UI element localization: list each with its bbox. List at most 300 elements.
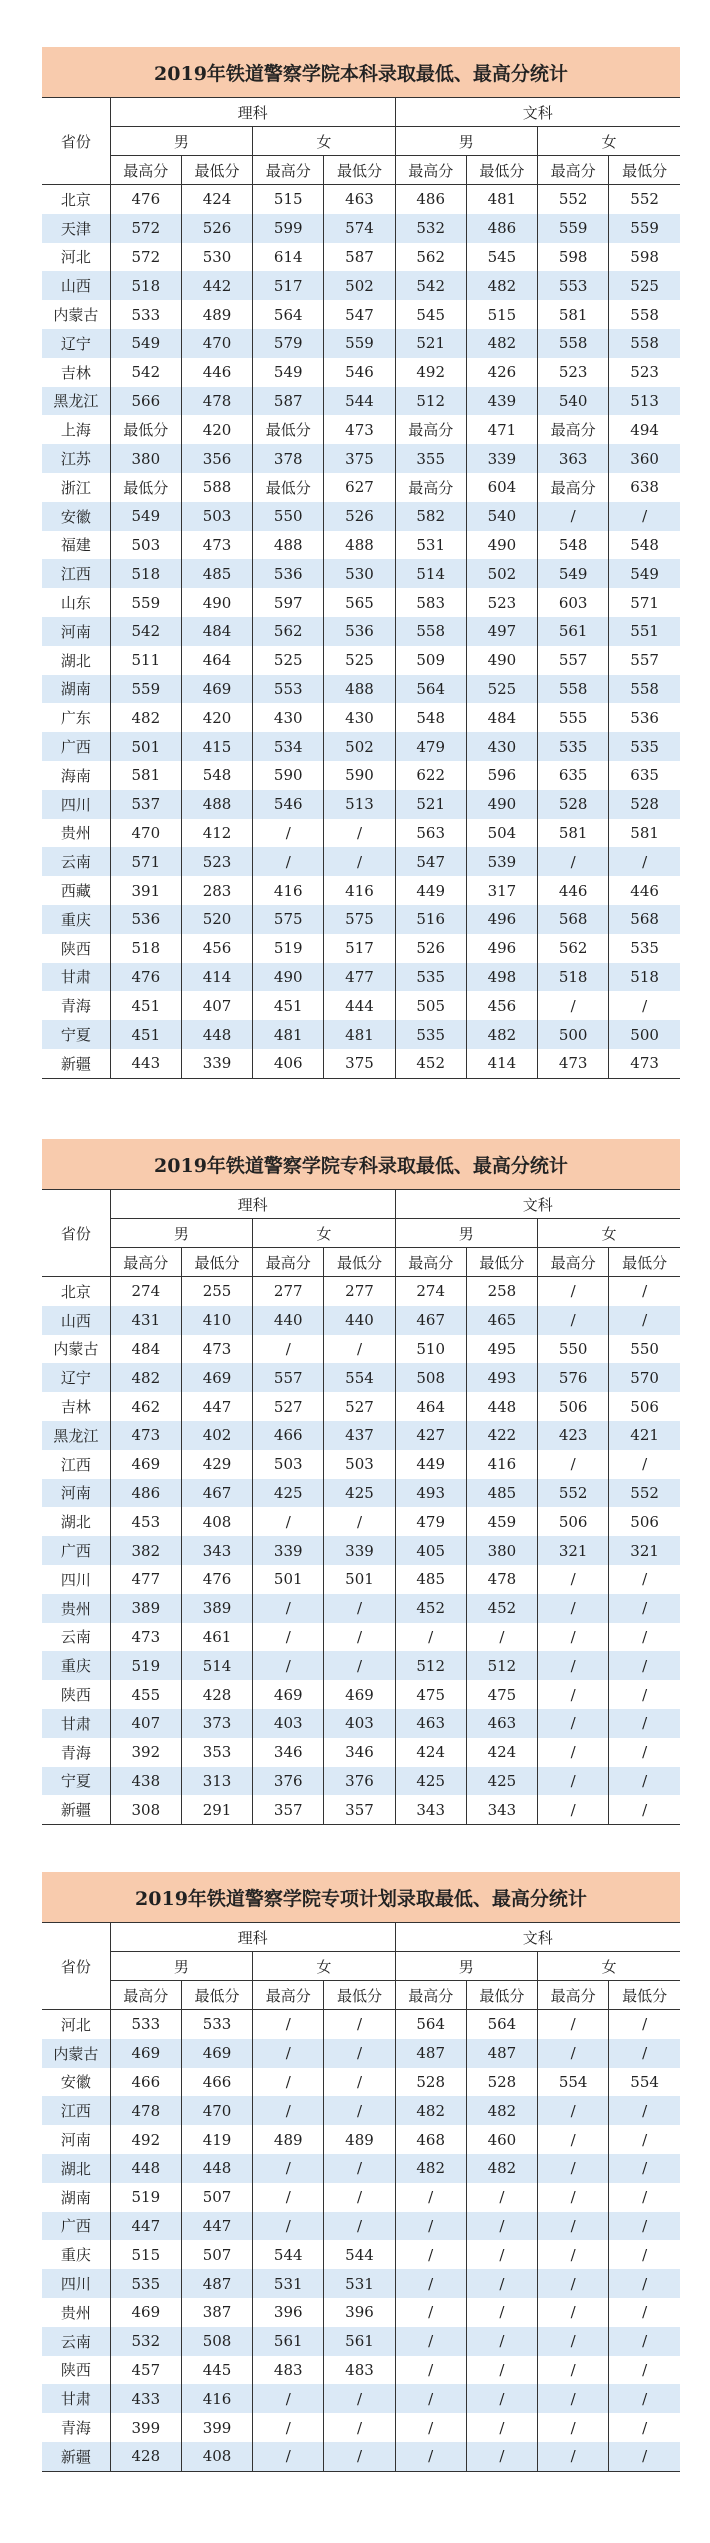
score-cell: 416 — [253, 876, 324, 905]
score-cell: 558 — [538, 329, 609, 358]
score-cell: / — [538, 2010, 609, 2039]
table-row — [42, 1392, 680, 1421]
table-row — [42, 2039, 680, 2068]
score-cell: 488 — [181, 790, 252, 819]
table-row — [42, 934, 680, 963]
score-cell: 469 — [181, 675, 252, 704]
score-cell: 410 — [181, 1306, 252, 1335]
score-cell: / — [538, 2125, 609, 2154]
table-row — [42, 963, 680, 992]
score-cell: 456 — [466, 991, 537, 1020]
score-cell: / — [642, 2130, 648, 2149]
table-row — [42, 243, 680, 272]
score-cell: 536 — [324, 617, 395, 646]
score-cell: 581 — [538, 819, 609, 848]
score-cell: 469 — [181, 2039, 252, 2068]
table-row — [42, 502, 680, 531]
min-score-header: 最低分 — [609, 1981, 680, 2010]
table-row — [42, 2327, 680, 2356]
score-cell: 494 — [630, 420, 659, 439]
score-cell: 473 — [110, 1623, 181, 1652]
province-cell: 江西 — [42, 1450, 110, 1479]
province-cell: 安徽 — [42, 502, 110, 531]
score-cell: 473 — [181, 531, 252, 560]
score-cell: 最高分 — [395, 415, 466, 444]
score-cell: 465 — [466, 1306, 537, 1335]
female-header: 女 — [538, 1219, 680, 1248]
score-cell: 544 — [324, 387, 395, 416]
score-cell: 535 — [630, 939, 659, 958]
score-cell: 502 — [324, 732, 395, 761]
score-cell: 533 — [181, 2010, 252, 2039]
score-cell: 506 — [630, 1512, 659, 1531]
score-cell: 420 — [181, 415, 252, 444]
table-row — [42, 2125, 680, 2154]
score-cell: 598 — [630, 247, 659, 266]
province-cell: 吉林 — [42, 1392, 110, 1421]
score-cell: 360 — [609, 444, 680, 473]
score-cell: / — [466, 2413, 537, 2442]
score-cell: 447 — [110, 2212, 181, 2241]
province-cell: 河南 — [42, 1479, 110, 1508]
min-score-header: 最低分 — [181, 1981, 252, 2010]
score-cell: 500 — [609, 1020, 680, 1049]
score-cell: / — [642, 2360, 648, 2379]
score-cell: / — [324, 1651, 395, 1680]
score-cell: 563 — [395, 819, 466, 848]
score-cell: 582 — [395, 502, 466, 531]
table-row — [42, 1450, 680, 1479]
score-cell: 558 — [395, 617, 466, 646]
score-cell: / — [538, 502, 609, 531]
score-cell: / — [609, 502, 680, 531]
score-cell: / — [324, 2442, 395, 2471]
province-cell: 湖南 — [42, 675, 110, 704]
score-cell: 558 — [609, 675, 680, 704]
score-cell: / — [395, 2413, 466, 2442]
score-cell: 431 — [110, 1306, 181, 1335]
score-cell: 437 — [324, 1421, 395, 1450]
score-cell: 575 — [324, 905, 395, 934]
province-cell: 黑龙江 — [42, 387, 110, 416]
province-cell: 河北 — [42, 2010, 110, 2039]
score-cell: 550 — [538, 1335, 609, 1364]
score-cell: 445 — [181, 2356, 252, 2385]
score-cell: 542 — [110, 617, 181, 646]
score-cell: 375 — [324, 444, 395, 473]
score-cell: / — [253, 2442, 324, 2471]
science-header: 理科 — [110, 1923, 395, 1952]
score-cell: 525 — [324, 646, 395, 675]
score-cell: / — [253, 1623, 324, 1652]
score-cell: 588 — [181, 473, 252, 502]
score-cell: 414 — [466, 1049, 537, 1078]
table-row — [42, 473, 680, 502]
score-cell: 486 — [395, 185, 466, 214]
score-cell: 548 — [181, 761, 252, 790]
score-cell: 389 — [110, 1594, 181, 1623]
table-row — [42, 1020, 680, 1049]
province-cell: 青海 — [42, 2413, 110, 2442]
score-cell: 557 — [253, 1363, 324, 1392]
score-cell: 440 — [253, 1306, 324, 1335]
score-cell: 380 — [466, 1536, 537, 1565]
score-cell: 503 — [324, 1450, 395, 1479]
province-cell: 甘肃 — [42, 2384, 110, 2413]
score-cell: 493 — [466, 1363, 537, 1392]
score-cell: 446 — [538, 876, 609, 905]
score-cell: 425 — [253, 1479, 324, 1508]
score-cell: 510 — [395, 1335, 466, 1364]
male-header: 男 — [395, 127, 537, 156]
table-row — [42, 2096, 680, 2125]
score-cell: 527 — [324, 1392, 395, 1421]
score-cell: 483 — [253, 2356, 324, 2385]
score-cell: 448 — [181, 1020, 252, 1049]
score-cell: 552 — [630, 190, 659, 209]
min-score-header: 最低分 — [181, 1248, 252, 1277]
junior-college-section — [42, 1139, 680, 1825]
score-cell: 463 — [395, 1709, 466, 1738]
score-cell: 488 — [253, 531, 324, 560]
table-row — [42, 1277, 680, 1306]
score-cell: 551 — [609, 617, 680, 646]
score-cell: 423 — [538, 1421, 609, 1450]
score-cell: 最高分 — [395, 473, 466, 502]
score-cell: 424 — [181, 185, 252, 214]
score-cell: 521 — [395, 329, 466, 358]
score-cell: 469 — [181, 1363, 252, 1392]
score-cell: 452 — [395, 1049, 466, 1078]
score-cell: 469 — [253, 1680, 324, 1709]
table-row — [42, 444, 680, 473]
score-cell: 534 — [253, 732, 324, 761]
score-cell: 255 — [181, 1277, 252, 1306]
score-cell: 376 — [324, 1767, 395, 1796]
score-cell: 497 — [466, 617, 537, 646]
score-cell: / — [609, 2327, 680, 2356]
score-cell: 554 — [538, 2068, 609, 2097]
score-cell: 546 — [324, 358, 395, 387]
score-cell: 490 — [466, 790, 537, 819]
score-cell: / — [642, 1627, 648, 1646]
score-cell: 464 — [395, 1392, 466, 1421]
score-cell: 447 — [181, 2212, 252, 2241]
score-cell: 581 — [110, 761, 181, 790]
score-cell: 503 — [181, 502, 252, 531]
province-cell: 贵州 — [42, 2298, 110, 2327]
score-cell: / — [466, 2442, 537, 2471]
score-cell: / — [324, 2384, 395, 2413]
province-cell: 山西 — [42, 1306, 110, 1335]
score-cell: 473 — [110, 1421, 181, 1450]
province-cell: 湖北 — [42, 2154, 110, 2183]
score-cell: / — [324, 1507, 395, 1536]
score-cell: 476 — [181, 1565, 252, 1594]
score-table — [42, 1922, 680, 2472]
table-row — [42, 1795, 680, 1824]
score-cell: / — [538, 1651, 609, 1680]
score-cell: 603 — [538, 588, 609, 617]
female-header: 女 — [253, 1952, 395, 1981]
score-cell: / — [253, 1651, 324, 1680]
score-cell: 343 — [181, 1536, 252, 1565]
score-cell: / — [538, 2212, 609, 2241]
score-cell: 403 — [324, 1709, 395, 1738]
score-cell: 258 — [466, 1277, 537, 1306]
score-cell: / — [466, 1623, 537, 1652]
score-cell: 408 — [181, 1507, 252, 1536]
score-cell: 428 — [110, 2442, 181, 2471]
province-cell: 广东 — [42, 703, 110, 732]
score-cell: 525 — [253, 646, 324, 675]
score-cell: 477 — [324, 963, 395, 992]
score-cell: 599 — [253, 214, 324, 243]
table-row — [42, 1651, 680, 1680]
score-cell: 452 — [466, 1594, 537, 1623]
max-score-header: 最高分 — [110, 156, 181, 185]
score-cell: / — [395, 2183, 466, 2212]
score-cell: 614 — [253, 243, 324, 272]
province-cell: 青海 — [42, 1738, 110, 1767]
score-cell: / — [642, 1570, 648, 1589]
score-cell: 468 — [395, 2125, 466, 2154]
table-row — [42, 1536, 680, 1565]
score-cell: 544 — [324, 2240, 395, 2269]
score-cell: 555 — [538, 703, 609, 732]
score-cell: 539 — [466, 847, 537, 876]
score-cell: / — [466, 2327, 537, 2356]
score-cell: / — [609, 2039, 680, 2068]
province-cell: 陕西 — [42, 2356, 110, 2385]
score-cell: 587 — [324, 243, 395, 272]
score-cell: 518 — [110, 559, 181, 588]
score-cell: 570 — [609, 1363, 680, 1392]
score-cell: 519 — [253, 934, 324, 963]
score-cell: 525 — [609, 271, 680, 300]
score-cell: 355 — [395, 444, 466, 473]
score-cell: 526 — [324, 502, 395, 531]
table-row — [42, 185, 680, 214]
score-cell: 482 — [466, 329, 537, 358]
score-cell: 428 — [181, 1680, 252, 1709]
score-cell: / — [538, 991, 609, 1020]
score-cell: 523 — [630, 363, 659, 382]
province-header: 省份 — [42, 98, 110, 185]
score-cell: 535 — [395, 1020, 466, 1049]
score-cell: 500 — [538, 1020, 609, 1049]
score-cell: 553 — [253, 675, 324, 704]
score-cell: / — [324, 819, 395, 848]
score-cell: / — [395, 2327, 466, 2356]
score-cell: 466 — [181, 2068, 252, 2097]
score-cell: 317 — [466, 876, 537, 905]
score-cell: 542 — [110, 358, 181, 387]
score-cell: / — [538, 1680, 609, 1709]
score-cell: 554 — [630, 2072, 659, 2091]
score-cell: 448 — [181, 2154, 252, 2183]
score-cell: 416 — [466, 1450, 537, 1479]
score-cell: 339 — [324, 1536, 395, 1565]
province-cell: 云南 — [42, 1623, 110, 1652]
score-cell: 479 — [395, 732, 466, 761]
score-cell: / — [466, 2240, 537, 2269]
score-cell: 571 — [110, 847, 181, 876]
score-cell: 506 — [630, 1397, 659, 1416]
score-cell: 598 — [538, 243, 609, 272]
score-cell: 430 — [324, 703, 395, 732]
province-cell: 广西 — [42, 1536, 110, 1565]
score-cell: 590 — [324, 761, 395, 790]
score-cell: 509 — [395, 646, 466, 675]
score-cell: / — [642, 1743, 648, 1762]
score-cell: 512 — [395, 387, 466, 416]
province-cell: 贵州 — [42, 1594, 110, 1623]
score-cell: / — [538, 2154, 609, 2183]
score-cell: / — [642, 2015, 648, 2034]
min-score-header: 最低分 — [324, 1248, 395, 1277]
score-cell: / — [538, 2356, 609, 2385]
score-cell: / — [466, 2298, 537, 2327]
score-cell: 502 — [324, 271, 395, 300]
table-row — [42, 1363, 680, 1392]
score-cell: / — [609, 2384, 680, 2413]
score-cell: / — [324, 2010, 395, 2039]
score-cell: 546 — [253, 790, 324, 819]
province-cell: 浙江 — [42, 473, 110, 502]
table-row — [42, 588, 680, 617]
score-cell: 566 — [110, 387, 181, 416]
score-cell: 583 — [395, 588, 466, 617]
score-cell: 564 — [253, 300, 324, 329]
score-cell: / — [466, 2269, 537, 2298]
score-cell: 452 — [395, 1594, 466, 1623]
score-cell: 549 — [538, 559, 609, 588]
max-score-header: 最高分 — [253, 1981, 324, 2010]
max-score-header: 最高分 — [253, 156, 324, 185]
liberal-header: 文科 — [395, 1923, 680, 1952]
score-cell: 最低分 — [253, 473, 324, 502]
score-cell: 353 — [181, 1738, 252, 1767]
score-cell: 447 — [181, 1392, 252, 1421]
score-cell: 415 — [181, 732, 252, 761]
min-score-header: 最低分 — [181, 156, 252, 185]
table-row — [42, 1507, 680, 1536]
score-cell: 523 — [181, 847, 252, 876]
score-cell: 449 — [395, 1450, 466, 1479]
score-cell: 576 — [538, 1363, 609, 1392]
score-cell: 481 — [253, 1020, 324, 1049]
score-cell: 482 — [466, 271, 537, 300]
score-cell: / — [324, 2154, 395, 2183]
score-cell: 518 — [609, 963, 680, 992]
province-cell: 新疆 — [42, 1795, 110, 1824]
score-cell: 568 — [538, 905, 609, 934]
score-cell: 343 — [395, 1795, 466, 1824]
province-cell: 江西 — [42, 2096, 110, 2125]
score-cell: / — [538, 2327, 609, 2356]
score-cell: 559 — [110, 588, 181, 617]
score-cell: / — [253, 2154, 324, 2183]
score-cell: 最高分 — [538, 415, 609, 444]
score-cell: 544 — [253, 2240, 324, 2269]
score-cell: 463 — [324, 185, 395, 214]
score-cell: 489 — [324, 2125, 395, 2154]
score-cell: 638 — [630, 478, 659, 497]
score-cell: 448 — [466, 1392, 537, 1421]
score-cell: 553 — [538, 271, 609, 300]
score-cell: 448 — [110, 2154, 181, 2183]
score-cell: / — [253, 1335, 324, 1364]
score-cell: 433 — [110, 2384, 181, 2413]
score-table — [42, 97, 680, 1079]
score-cell: 559 — [324, 329, 395, 358]
table-row — [42, 214, 680, 243]
score-cell: 530 — [324, 559, 395, 588]
score-cell: 455 — [110, 1680, 181, 1709]
score-cell: 490 — [181, 588, 252, 617]
province-cell: 贵州 — [42, 819, 110, 848]
score-cell: 496 — [466, 934, 537, 963]
score-cell: 466 — [253, 1421, 324, 1450]
score-cell: 518 — [110, 934, 181, 963]
score-cell: 453 — [110, 1507, 181, 1536]
score-cell: 427 — [395, 1421, 466, 1450]
province-cell: 上海 — [42, 415, 110, 444]
score-cell: / — [253, 2096, 324, 2125]
max-score-header: 最高分 — [538, 1981, 609, 2010]
province-cell: 宁夏 — [42, 1020, 110, 1049]
score-cell: 490 — [466, 531, 537, 560]
undergraduate-section — [42, 47, 680, 1079]
score-cell: 最高分 — [538, 473, 609, 502]
table-row — [42, 415, 680, 444]
max-score-header: 最高分 — [110, 1248, 181, 1277]
score-cell: 471 — [466, 415, 537, 444]
table-row — [42, 646, 680, 675]
score-cell: 511 — [110, 646, 181, 675]
score-cell: 604 — [466, 473, 537, 502]
score-cell: 523 — [538, 358, 609, 387]
table-row — [42, 387, 680, 416]
score-cell: 479 — [395, 1507, 466, 1536]
province-cell: 四川 — [42, 1565, 110, 1594]
score-cell: 490 — [253, 963, 324, 992]
score-cell: 635 — [538, 761, 609, 790]
max-score-header: 最高分 — [395, 156, 466, 185]
score-cell: 579 — [253, 329, 324, 358]
score-cell: / — [609, 2154, 680, 2183]
score-cell: 512 — [466, 1651, 537, 1680]
score-cell: 274 — [395, 1277, 466, 1306]
score-cell: / — [253, 2039, 324, 2068]
score-cell: 469 — [324, 1680, 395, 1709]
score-cell: / — [253, 2384, 324, 2413]
score-cell: 572 — [110, 243, 181, 272]
score-cell: 502 — [466, 559, 537, 588]
score-cell: 490 — [466, 646, 537, 675]
score-cell: / — [324, 1623, 395, 1652]
score-cell: 561 — [538, 617, 609, 646]
score-cell: 343 — [466, 1795, 537, 1824]
score-cell: 最低分 — [110, 415, 181, 444]
score-cell: 473 — [324, 415, 395, 444]
score-cell: 451 — [110, 1020, 181, 1049]
min-score-header: 最低分 — [324, 1981, 395, 2010]
table-row — [42, 1049, 680, 1078]
score-cell: 399 — [181, 2413, 252, 2442]
score-cell: 507 — [181, 2240, 252, 2269]
